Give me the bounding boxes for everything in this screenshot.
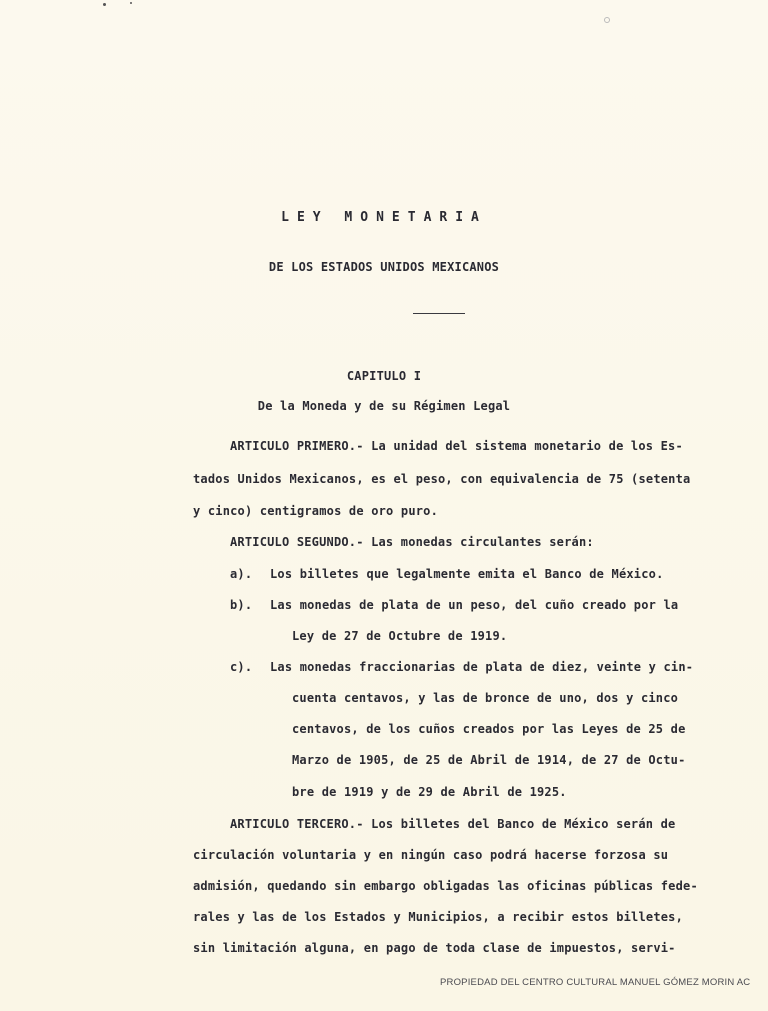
item-line: cuenta centavos, y las de bronce de uno, dos y cinco [292,691,679,705]
archive-watermark: PROPIEDAD DEL CENTRO CULTURAL MANUEL GÓMEZ MORIN AC [440,977,751,988]
chapter-subtitle: De la Moneda y de su Régimen Legal [257,399,511,413]
article-1-line: ARTICULO PRIMERO.- La unidad del sistema monetario de los Es- [230,439,683,453]
item-marker: a). [230,567,253,581]
item-line: bre de 1919 y de 29 de Abril de 1925. [292,785,567,799]
article-1-line: tados Unidos Mexicanos, es el peso, con equivalencia de 75 (setenta [193,472,691,486]
item-line: Ley de 27 de Octubre de 1919. [292,629,508,643]
chapter-heading: CAPITULO I [346,369,422,383]
article-3-line: circulación voluntaria y en ningún caso podrá hacerse forzosa su [193,848,669,862]
item-marker: b). [230,598,253,612]
item-marker: c). [230,660,253,674]
article-3-line: rales y las de los Estados y Municipios, a recibir estos billetes, [193,910,684,924]
article-3-line: ARTICULO TERCERO.- Los billetes del Banco de México serán de [230,817,676,831]
item-line: Marzo de 1905, de 25 de Abril de 1914, de 27 de Octu- [292,753,686,767]
paper-speck [130,2,132,4]
article-3-line: sin limitación alguna, en pago de toda clase de impuestos, servi- [193,941,676,955]
article-3-line: admisión, quedando sin embargo obligadas las oficinas públicas fede- [193,879,698,893]
item-line: Los billetes que legalmente emita el Banco de México. [270,567,664,581]
paper-speck [604,17,610,23]
article-1-line: y cinco) centigramos de oro puro. [193,504,439,518]
document-subtitle: DE LOS ESTADOS UNIDOS MEXICANOS [268,260,500,274]
document-title: LEY MONETARIA [281,210,487,225]
title-divider [413,313,465,314]
paper-speck [103,3,106,6]
article-2-intro: ARTICULO SEGUNDO.- Las monedas circulantes serán: [230,535,594,549]
item-line: Las monedas fraccionarias de plata de diez, veinte y cin- [270,660,694,674]
item-line: Las monedas de plata de un peso, del cuño creado por la [270,598,679,612]
item-line: centavos, de los cuños creados por las Leyes de 25 de [292,722,686,736]
